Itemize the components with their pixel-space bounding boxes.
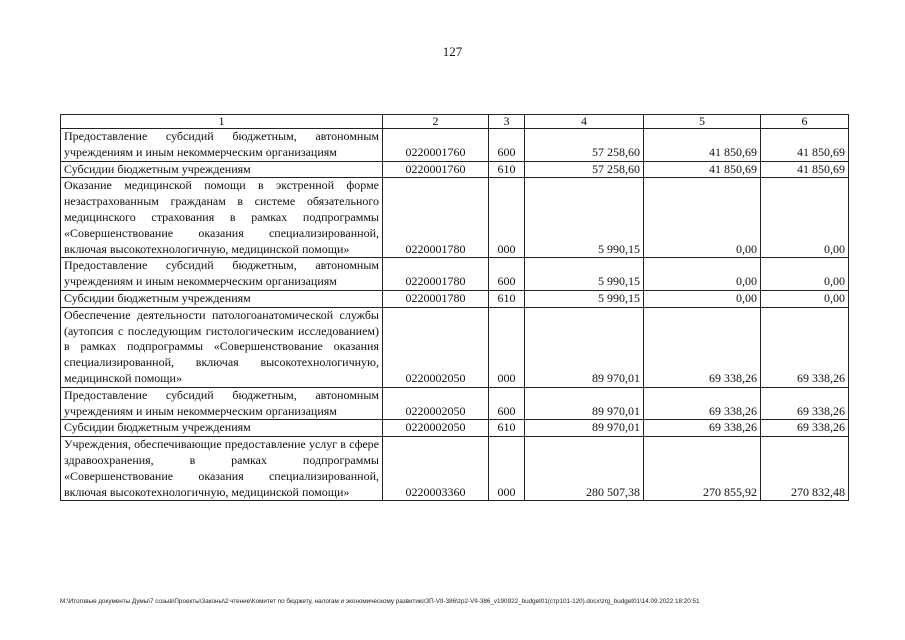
row-value-4: 5 990,15	[525, 290, 644, 307]
row-code: 0220001760	[383, 161, 489, 178]
row-type: 610	[489, 161, 525, 178]
row-value-6: 69 338,26	[761, 307, 849, 387]
row-type: 600	[489, 129, 525, 162]
page-number: 127	[442, 44, 463, 59]
row-value-4: 5 990,15	[525, 258, 644, 291]
row-value-4: 5 990,15	[525, 178, 644, 258]
table-row	[61, 437, 849, 501]
table-row	[61, 290, 849, 307]
header-col-5: 5	[644, 115, 761, 129]
table-header-row	[61, 115, 849, 129]
row-name: Учреждения, обеспечивающие предоставление услуг в сфере здравоохранения, в рамках подпрограммы «Совершенствование оказания специализированной, включая высокотехнологичную, медицинской помощи»	[61, 437, 383, 501]
header-col-1: 1	[61, 115, 383, 129]
budget-table	[60, 114, 849, 501]
row-code: 0220001780	[383, 178, 489, 258]
row-value-5: 0,00	[644, 178, 761, 258]
header-col-2: 2	[383, 115, 489, 129]
row-name: Предоставление субсидий бюджетным, автономным учреждениям и иным некоммерческим организациям	[61, 258, 383, 291]
row-type: 600	[489, 258, 525, 291]
row-value-4: 89 970,01	[525, 387, 644, 420]
scan-artifact	[0, 0, 180, 6]
row-value-5: 0,00	[644, 258, 761, 291]
row-value-6: 0,00	[761, 178, 849, 258]
row-value-6: 41 850,69	[761, 129, 849, 162]
row-value-6: 270 832,48	[761, 437, 849, 501]
row-name: Обеспечение деятельности патологоанатомической службы (аутопсия с последующим гистологическим исследованием) в рамках подпрограммы «Совершенствование оказания специализированной, включая высокотехнологичную, медицинской помощи»	[61, 307, 383, 387]
header-col-4: 4	[525, 115, 644, 129]
table-row	[61, 420, 849, 437]
row-code: 0220002050	[383, 387, 489, 420]
row-value-6: 41 850,69	[761, 161, 849, 178]
row-value-5: 41 850,69	[644, 161, 761, 178]
row-value-5: 41 850,69	[644, 129, 761, 162]
row-name: Субсидии бюджетным учреждениям	[61, 161, 383, 178]
row-type: 000	[489, 437, 525, 501]
row-code: 0220001780	[383, 258, 489, 291]
row-type: 000	[489, 178, 525, 258]
row-code: 0220001780	[383, 290, 489, 307]
row-value-4: 280 507,38	[525, 437, 644, 501]
row-value-4: 57 258,60	[525, 161, 644, 178]
table-row	[61, 161, 849, 178]
row-type: 000	[489, 307, 525, 387]
row-value-6: 69 338,26	[761, 387, 849, 420]
row-value-5: 69 338,26	[644, 307, 761, 387]
row-code: 0220002050	[383, 307, 489, 387]
row-value-5: 69 338,26	[644, 387, 761, 420]
table-row	[61, 258, 849, 291]
row-code: 0220002050	[383, 420, 489, 437]
row-value-4: 89 970,01	[525, 307, 644, 387]
table-row	[61, 178, 849, 258]
row-name: Субсидии бюджетным учреждениям	[61, 290, 383, 307]
document-footer-path: M:\Итоговые документы Думы\7 созыв\Проекты\Законы\2 чтение\Комитет по бюджету, налогам и экономическому развитию\ЗП-VII-386\zp2-VII-386_v190922_budget01(стр101-120).docx\zrg_budget01\14.09.2022 18:20:51	[60, 598, 700, 605]
row-value-6: 69 338,26	[761, 420, 849, 437]
row-name: Оказание медицинской помощи в экстренной форме незастрахованным гражданам в системе обязательного медицинского страхования в рамках подпрограммы «Совершенствование оказания специализированной, включая высокотехнологичную, медицинской помощи»	[61, 178, 383, 258]
row-value-6: 0,00	[761, 290, 849, 307]
row-value-6: 0,00	[761, 258, 849, 291]
row-type: 610	[489, 290, 525, 307]
row-type: 610	[489, 420, 525, 437]
table-row	[61, 129, 849, 162]
row-code: 0220001760	[383, 129, 489, 162]
row-value-5: 0,00	[644, 290, 761, 307]
header-col-6: 6	[761, 115, 849, 129]
row-value-5: 270 855,92	[644, 437, 761, 501]
row-name: Субсидии бюджетным учреждениям	[61, 420, 383, 437]
row-name: Предоставление субсидий бюджетным, автономным учреждениям и иным некоммерческим организациям	[61, 129, 383, 162]
row-value-4: 89 970,01	[525, 420, 644, 437]
row-value-4: 57 258,60	[525, 129, 644, 162]
table-row	[61, 387, 849, 420]
row-name: Предоставление субсидий бюджетным, автономным учреждениям и иным некоммерческим организациям	[61, 387, 383, 420]
row-type: 600	[489, 387, 525, 420]
table-row	[61, 307, 849, 387]
row-value-5: 69 338,26	[644, 420, 761, 437]
header-col-3: 3	[489, 115, 525, 129]
row-code: 0220003360	[383, 437, 489, 501]
